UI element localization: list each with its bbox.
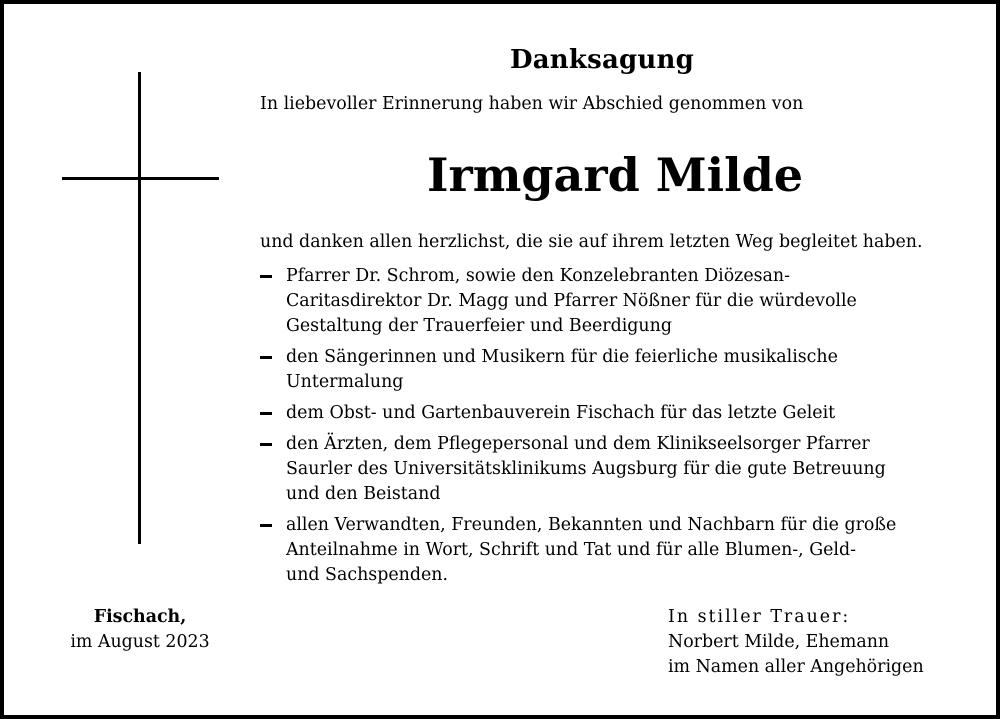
thanks-item-line: Untermalung	[286, 372, 404, 392]
thanks-item	[260, 432, 980, 507]
thanks-item-line: und Sachspenden.	[286, 565, 448, 585]
cross-vertical-bar	[138, 72, 141, 544]
place-name: Fischach,	[93, 607, 187, 627]
notice-heading: Danksagung	[510, 45, 694, 75]
thanks-item-line: den Ärzten, dem Pflegepersonal und dem Klinikseelsorger Pfarrer	[286, 434, 870, 454]
thanks-item	[260, 264, 980, 339]
thanks-item	[260, 513, 980, 588]
dash-bullet-icon	[260, 275, 272, 278]
thanks-item-line: Anteilnahme in Wort, Schrift und Tat und für alle Blumen-, Geld-	[286, 540, 856, 560]
thanks-item-line: Caritasdirektor Dr. Magg und Pfarrer Nößner für die würdevolle	[286, 291, 857, 311]
notice-date: im August 2023	[70, 632, 210, 652]
thanks-item	[260, 345, 980, 395]
intro-text: In liebevoller Erinnerung haben wir Abschied genommen von	[260, 94, 804, 114]
thanks-item-line: und den Beistand	[286, 484, 441, 504]
dash-bullet-icon	[260, 356, 272, 359]
dash-bullet-icon	[260, 443, 272, 446]
place-date-block	[40, 605, 240, 655]
dash-bullet-icon	[260, 412, 272, 415]
thanks-text: und danken allen herzlichst, die sie auf ihrem letzten Weg begleitet haben.	[260, 232, 923, 252]
deceased-name: Irmgard Milde	[426, 148, 804, 202]
thanks-item-line: dem Obst- und Gartenbauverein Fischach für das letzte Geleit	[286, 403, 836, 423]
thanks-list	[260, 264, 980, 594]
mourning-label: In stiller Trauer:	[668, 607, 851, 627]
cross-horizontal-bar	[62, 177, 219, 180]
thanks-item-line: Saurler des Universitätsklinikums Augsburg für die gute Betreuung	[286, 459, 886, 479]
thanks-item-line: allen Verwandten, Freunden, Bekannten und Nachbarn für die große	[286, 515, 897, 535]
mourner-name: Norbert Milde, Ehemann	[668, 632, 890, 652]
thanks-item	[260, 401, 980, 426]
thanks-item-line: Gestaltung der Trauerfeier und Beerdigung	[286, 316, 672, 336]
thanks-item-line: Pfarrer Dr. Schrom, sowie den Konzelebranten Diözesan-	[286, 266, 790, 286]
mourners-block	[668, 605, 988, 680]
dash-bullet-icon	[260, 524, 272, 527]
thanks-item-line: den Sängerinnen und Musikern für die feierliche musikalische	[286, 347, 838, 367]
mourner-family: im Namen aller Angehörigen	[668, 657, 924, 677]
